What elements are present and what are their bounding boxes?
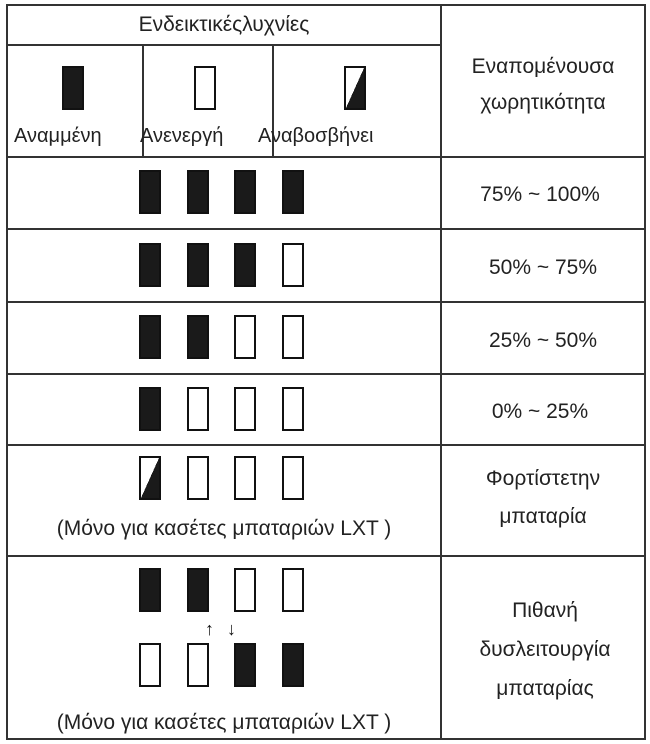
arrow-down-icon: ↓ [227, 619, 236, 639]
lamp-on [187, 243, 209, 287]
lamp-on [139, 315, 161, 359]
lamp-on [234, 643, 256, 687]
capacity-value: 0% ~ 25% [491, 400, 589, 423]
remaining-capacity-header-line2: χωρητικότητα [480, 91, 606, 114]
status-text-line1: Φορτίστετην [485, 467, 601, 490]
lamp-off [187, 387, 209, 431]
lxt-only-note: (Μόνο για κασέτες μπαταριών LXT ) [56, 517, 392, 540]
status-text-line1: Πιθανή [512, 599, 578, 622]
table-border-left [6, 4, 8, 740]
lamp-off [139, 643, 161, 687]
header-title-divider [6, 44, 442, 46]
lamp-off [282, 456, 304, 500]
legend-lamp-blinking [344, 66, 366, 110]
table-border-top [6, 4, 646, 6]
table-border-bottom [6, 738, 646, 740]
row-divider-1 [6, 156, 646, 158]
column-divider [440, 4, 442, 740]
lamp-on [187, 568, 209, 612]
table-border-right [644, 4, 646, 740]
lamp-on [234, 243, 256, 287]
lamp-on [187, 315, 209, 359]
lamp-off [234, 387, 256, 431]
lamp-on [282, 643, 304, 687]
lamp-off [234, 568, 256, 612]
legend-label-blinking: Αναβοσβήνει [258, 125, 374, 147]
lxt-only-note: (Μόνο για κασέτες μπαταριών LXT ) [56, 711, 392, 734]
capacity-value: 25% ~ 50% [489, 329, 597, 352]
status-text-line2: δυσλειτουργία [479, 638, 611, 661]
lamp-on [139, 387, 161, 431]
lamp-off [187, 643, 209, 687]
lamp-off [282, 243, 304, 287]
legend-label-off: Ανενεργή [140, 125, 224, 147]
lamp-on [282, 170, 304, 214]
lamp-off [282, 387, 304, 431]
row-divider-2 [6, 228, 646, 230]
status-text-line3: μπαταρίας [496, 677, 594, 700]
remaining-capacity-header-line1: Εναπομένουσα [471, 55, 615, 78]
lamp-off [234, 456, 256, 500]
lamp-on [139, 170, 161, 214]
lamp-on [139, 568, 161, 612]
capacity-value: 50% ~ 75% [489, 256, 597, 279]
lamp-on [139, 243, 161, 287]
lamp-off [282, 315, 304, 359]
lamp-off [282, 568, 304, 612]
lamp-off [187, 456, 209, 500]
legend-label-on: Αναμμένη [14, 125, 102, 147]
row-divider-6 [6, 555, 646, 557]
lamp-on [234, 170, 256, 214]
row-divider-4 [6, 373, 646, 375]
row-divider-3 [6, 301, 646, 303]
lamp-on [187, 170, 209, 214]
lamp-blinking [139, 456, 161, 500]
arrow-up-icon: ↑ [205, 619, 214, 639]
capacity-value: 75% ~ 100% [480, 183, 600, 206]
lamp-off [234, 315, 256, 359]
legend-lamp-off [194, 66, 216, 110]
legend-lamp-on [62, 66, 84, 110]
status-text-line2: μπαταρία [499, 505, 587, 528]
row-divider-5 [6, 444, 646, 446]
indicator-lamps-header: Ενδεικτικέςλυχνίες [138, 13, 310, 36]
